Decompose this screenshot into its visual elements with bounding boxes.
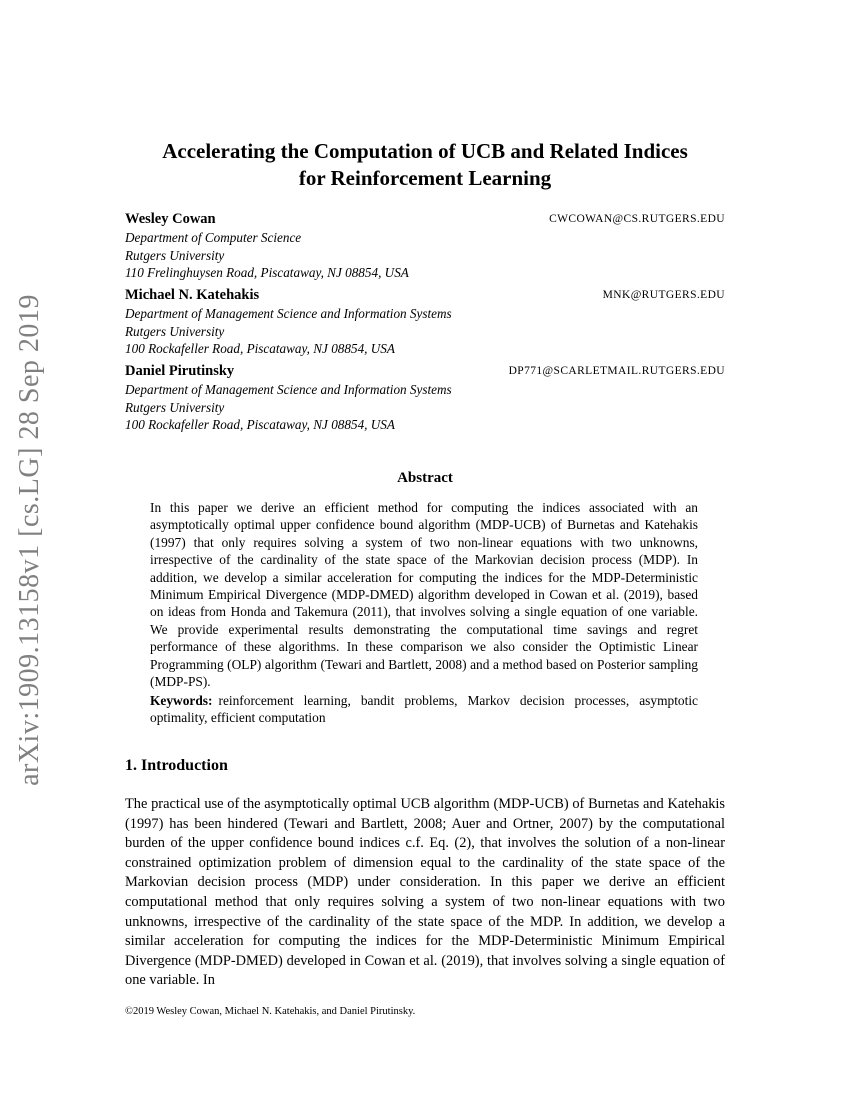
introduction-text: The practical use of the asymptotically optimal UCB algorithm (MDP-UCB) of Burnetas and Katehakis (1997) has been hindered (Tewari and Bartlett, 2008; Auer and Ortner, 2007) by the computational burden of the upper confidence bound indices c.f. Eq. (2), that involves the solution of a non-linear constrained optimization problem of dimension equal to the cardinality of the state space of the Markovian decision process (MDP) under consideration. In this paper we derive an efficient computational method that only requires solving a system of two non-linear equations with two unknowns, irrespective of the cardinality of the state space of the MDP. In addition, we develop a similar acceleration for computing the indices for the MDP-Deterministic Minimum Empirical Divergence (MDP-DMED) developed in Cowan et al. (2019), that involves solving a single equation of one variable. In — [125, 796, 725, 989]
keywords-text: reinforcement learning, bandit problems, Markov decision processes, asymptotic optimality, efficient computation — [150, 693, 698, 726]
author-name: Wesley Cowan — [125, 211, 216, 227]
author-affiliation-univ: Rutgers University — [125, 399, 225, 415]
arxiv-id: arXiv:1909.13158v1 [cs.LG] 28 Sep 2019 — [14, 294, 46, 786]
author-block-katehakis — [125, 286, 725, 358]
author-name: Michael N. Katehakis — [125, 287, 260, 303]
author-affiliation-address: 100 Rockafeller Road, Piscataway, NJ 08854, USA — [125, 417, 395, 432]
arxiv-stamp — [10, 290, 50, 790]
copyright-notice: ©2019 Wesley Cowan, Michael N. Katehakis, and Daniel Pirutinsky. — [125, 1006, 416, 1017]
author-affiliation-address: 110 Frelinghuysen Road, Piscataway, NJ 08854, USA — [125, 265, 409, 280]
title-line-1: Accelerating the Computation of UCB and Related Indices — [162, 139, 688, 163]
author-block-pirutinsky — [125, 362, 725, 434]
abstract-heading: Abstract — [397, 470, 453, 486]
author-email: CWCOWAN@CS.RUTGERS.EDU — [549, 213, 725, 225]
author-block-cowan — [125, 210, 725, 282]
keywords — [150, 692, 698, 727]
author-name: Daniel Pirutinsky — [125, 363, 235, 379]
abstract-text: In this paper we derive an efficient method for computing the indices associated with an asymptotically optimal upper confidence bound algorithm (MDP-UCB) of Burnetas and Katehakis (1997) that only requires solving a system of two non-linear equations with two unknowns, irrespective of the cardinality of the state space of the Markovian decision process (MDP). In addition, we develop a similar acceleration for computing the indices for the MDP-Deterministic Minimum Empirical Divergence (MDP-DMED) algorithm developed in Cowan et al. (2019), based on ideas from Honda and Takemura (2011), that involves solving a single equation of one variable. We provide experimental results demonstrating the computational time savings and regret performance of these algorithms. In these comparison we also consider the Optimistic Linear Programming (OLP) algorithm (Tewari and Bartlett, 2008) and a method based on Posterior sampling (MDP-PS). — [150, 500, 698, 690]
author-affiliation-dept: Department of Computer Science — [125, 230, 302, 245]
author-affiliation-univ: Rutgers University — [125, 247, 225, 263]
author-email: MNK@RUTGERS.EDU — [602, 289, 725, 301]
author-affiliation-dept: Department of Management Science and Information Systems — [125, 382, 452, 397]
author-affiliation-dept: Department of Management Science and Information Systems — [125, 306, 452, 321]
section-heading-introduction: 1. Introduction — [125, 757, 228, 774]
author-affiliation-address: 100 Rockafeller Road, Piscataway, NJ 08854, USA — [125, 341, 395, 356]
title-line-2: for Reinforcement Learning — [298, 166, 552, 190]
keywords-label: Keywords: — [150, 693, 213, 708]
author-affiliation-univ: Rutgers University — [125, 323, 225, 339]
paper-title — [100, 138, 750, 192]
author-email: DP771@SCARLETMAIL.RUTGERS.EDU — [508, 365, 725, 377]
